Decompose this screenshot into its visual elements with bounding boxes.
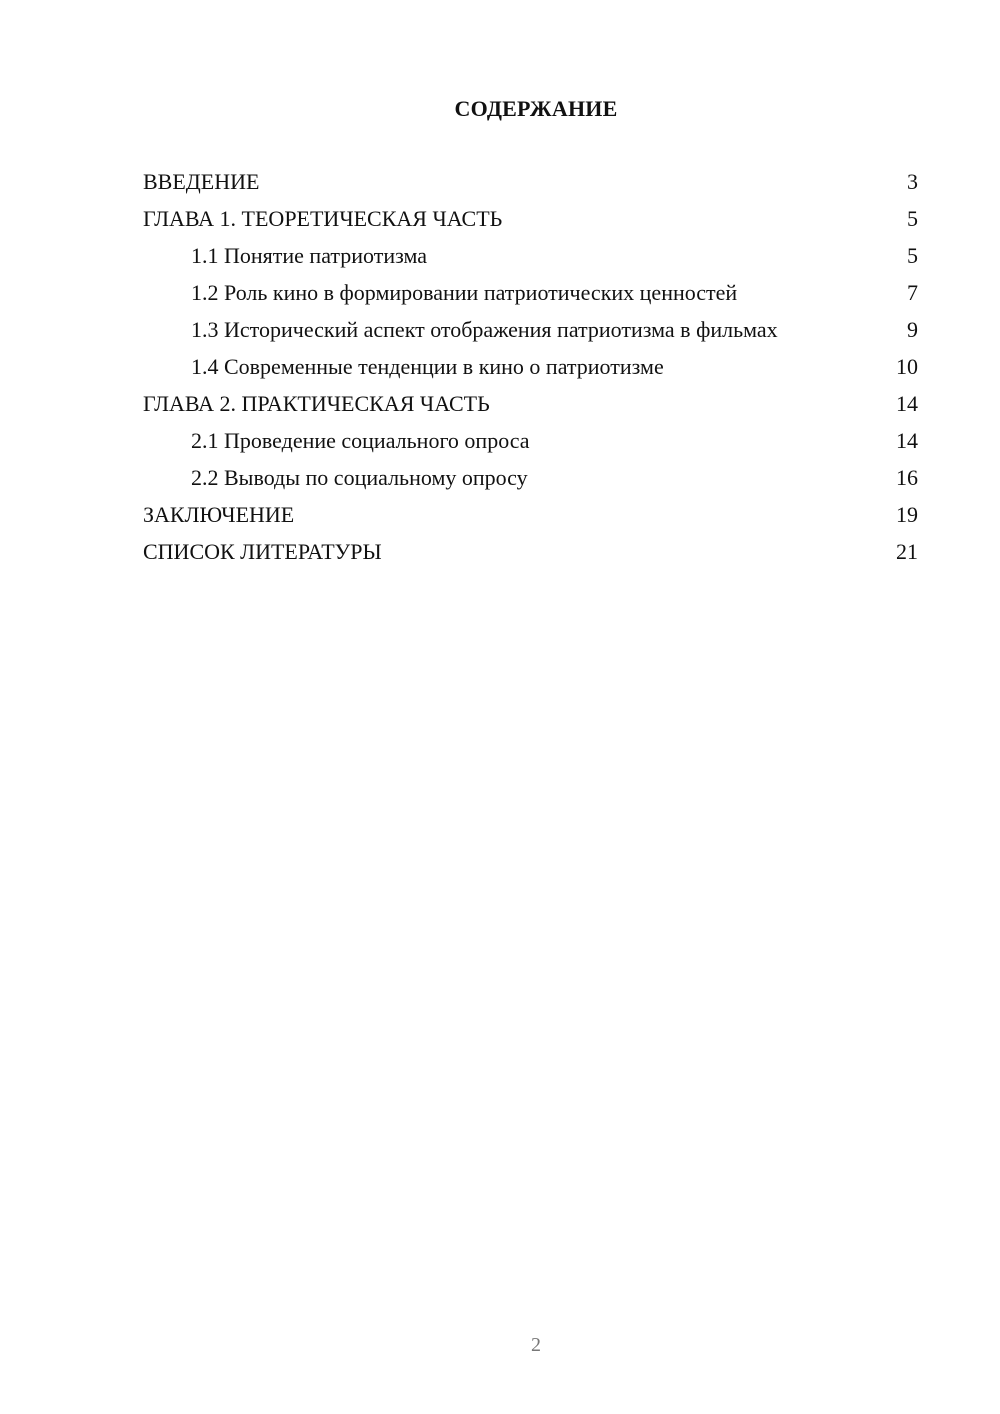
toc-entry-label: ГЛАВА 2. ПРАКТИЧЕСКАЯ ЧАСТЬ bbox=[143, 391, 490, 416]
toc-entry-section-1-4[interactable] bbox=[143, 353, 918, 380]
toc-entry-label: СПИСОК ЛИТЕРАТУРЫ bbox=[143, 539, 382, 564]
toc-entry-page: 7 bbox=[907, 280, 918, 305]
toc-entry-section-2-1[interactable] bbox=[143, 427, 918, 454]
toc-entry-label: ЗАКЛЮЧЕНИЕ bbox=[143, 502, 295, 527]
toc-entry-page: 14 bbox=[896, 428, 918, 453]
toc-entry-label: 2.1 Проведение социального опроса bbox=[191, 428, 530, 453]
toc-entry-section-1-2[interactable] bbox=[143, 279, 918, 306]
toc-entry-conclusion[interactable] bbox=[143, 501, 918, 528]
toc-entry-label: ВВЕДЕНИЕ bbox=[143, 169, 260, 194]
toc-entry-page: 16 bbox=[896, 465, 918, 490]
toc-entry-chapter-2[interactable] bbox=[143, 390, 918, 417]
table-of-contents bbox=[143, 168, 918, 575]
toc-entry-page: 19 bbox=[896, 502, 918, 527]
toc-entry-label: 1.2 Роль кино в формировании патриотических ценностей bbox=[191, 280, 738, 305]
toc-entry-chapter-1[interactable] bbox=[143, 205, 918, 232]
toc-entry-introduction[interactable] bbox=[143, 168, 918, 195]
page-number: 2 bbox=[531, 1334, 541, 1356]
toc-entry-references[interactable] bbox=[143, 538, 918, 565]
toc-entry-page: 5 bbox=[907, 243, 918, 268]
toc-entry-label: 1.3 Исторический аспект отображения патриотизма в фильмах bbox=[191, 317, 778, 342]
toc-entry-label: 2.2 Выводы по социальному опросу bbox=[191, 465, 528, 490]
toc-entry-page: 3 bbox=[907, 169, 918, 194]
toc-entry-page: 5 bbox=[907, 206, 918, 231]
toc-entry-section-1-1[interactable] bbox=[143, 242, 918, 269]
toc-entry-page: 10 bbox=[896, 354, 918, 379]
toc-entry-page: 21 bbox=[896, 539, 918, 564]
toc-entry-page: 9 bbox=[907, 317, 918, 342]
toc-entry-label: 1.1 Понятие патриотизма bbox=[191, 243, 428, 268]
toc-entry-label: 1.4 Современные тенденции в кино о патриотизме bbox=[191, 354, 664, 379]
toc-entry-label: ГЛАВА 1. ТЕОРЕТИЧЕСКАЯ ЧАСТЬ bbox=[143, 206, 503, 231]
toc-entry-section-2-2[interactable] bbox=[143, 464, 918, 491]
toc-entry-section-1-3[interactable] bbox=[143, 316, 918, 343]
toc-heading: СОДЕРЖАНИЕ bbox=[454, 96, 618, 121]
toc-entry-page: 14 bbox=[896, 391, 918, 416]
